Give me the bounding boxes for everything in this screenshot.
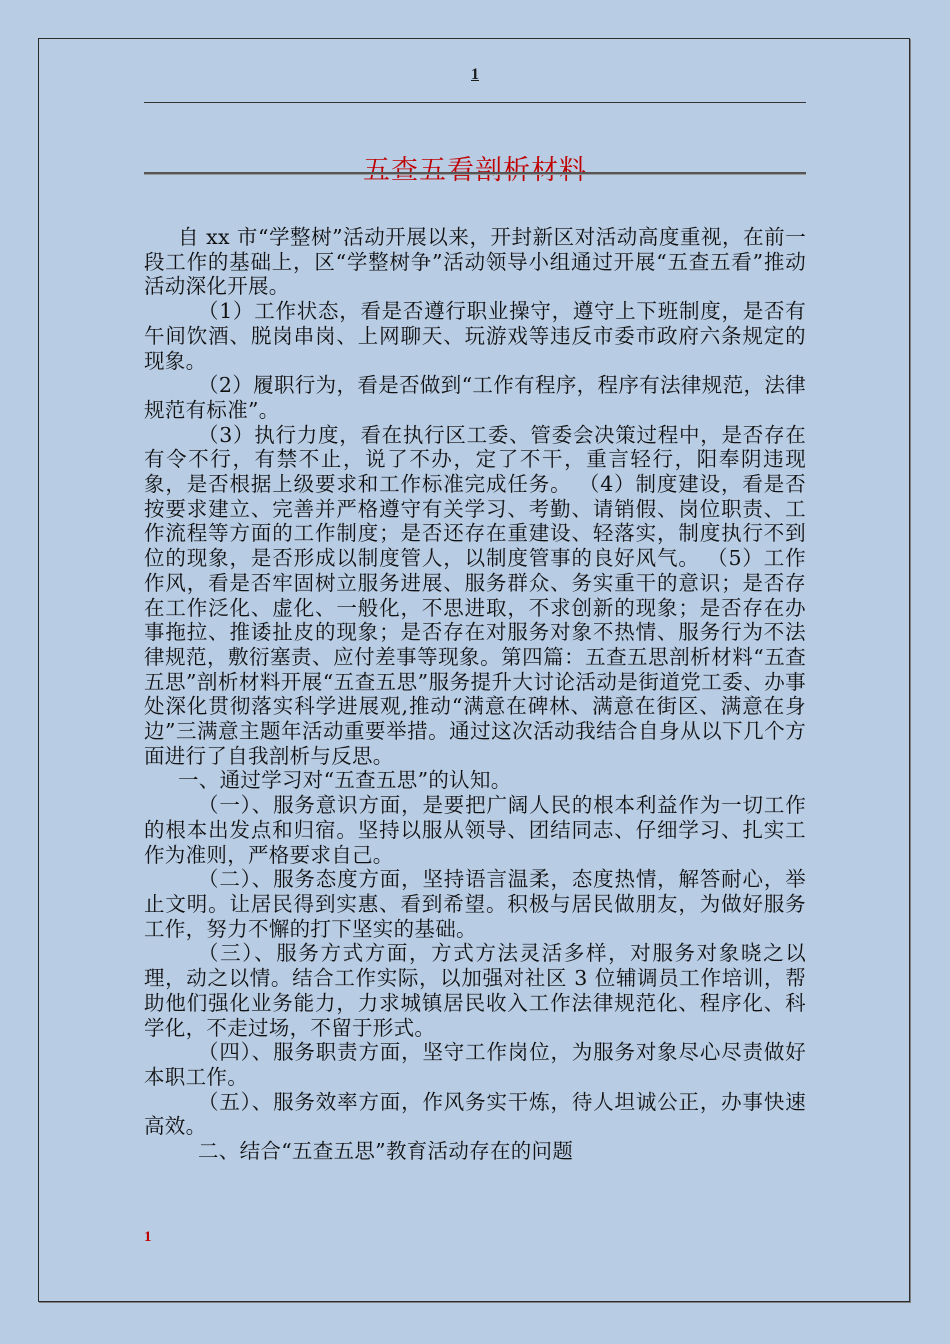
document-body [144, 225, 806, 1164]
paragraph: （3）执行力度，看在执行区工委、管委会决策过程中，是否存在有令不行，有禁不止，说了不办，定了不干，重言轻行，阳奉阴违现象，是否根据上级要求和工作标准完成任务。 （4）制度建设，看是否按要求建立、完善并严格遵守有关学习、考勤、请销假、岗位职责、工作流程等方面的工作制度；是否还存在重建设、轻落实，制度执行不到位的现象，是否形成以制度管人，以制度管事的良好风气。 （5）工作作风，看是否牢固树立服务进展、服务群众、务实重干的意识；是否存在工作泛化、虚化、一般化，不思进取，不求创新的现象；是否存在办事拖拉、推诿扯皮的现象；是否存在对服务对象不热情、服务行为不法律规范，敷衍塞责、应付差事等现象。第四篇：五查五思剖析材料“五查五思”剖析材料开展“五查五思”服务提升大讨论活动是街道党工委、办事处深化贯彻落实科学进展观,推动“满意在碑林、满意在街区、满意在身边”三满意主题年活动重要举措。通过这次活动我结合自身从以下几个方面进行了自我剖析与反思。 [144, 422, 806, 768]
header-page-number: 1 [471, 66, 479, 83]
paragraph: 二、结合“五查五思”教育活动存在的问题 [198, 1139, 574, 1164]
paragraph: （三）、服务方式方面，方式方法灵活多样，对服务对象晓之以理，动之以情。结合工作实际，以加强对社区 3 位辅调员工作培训，帮助他们强化业务能力，力求城镇居民收入工作法律规范化、程序化、科学化，不走过场，不留于形式。 [144, 941, 806, 1040]
document-title: 五查五看剖析材料 [363, 155, 587, 187]
paragraph: （五）、服务效率方面，作风务实干炼，待人坦诚公正，办事快速高效。 [144, 1089, 806, 1139]
paragraph: （二）、服务态度方面，坚持语言温柔，态度热情，解答耐心，举止文明。让居民得到实惠、看到希望。积极与居民做朋友，为做好服务工作，努力不懈的打下坚实的基础。 [144, 867, 806, 941]
paragraph: 一、通过学习对“五查五思”的认知。 [178, 768, 512, 793]
title-divider [144, 172, 806, 174]
footer-page-number: 1 [144, 1229, 152, 1245]
header-divider [144, 102, 806, 103]
paragraph: （一）、服务意识方面，是要把广阔人民的根本利益作为一切工作的根本出发点和归宿。坚持以服从领导、团结同志、仔细学习、扎实工作为准则，严格要求自己。 [144, 793, 806, 867]
paragraph: （四）、服务职责方面，坚守工作岗位，为服务对象尽心尽责做好本职工作。 [144, 1040, 806, 1089]
paragraph: （1）工作状态，看是否遵行职业操守，遵守上下班制度，是否有午间饮酒、脱岗串岗、上网聊天、玩游戏等违反市委市政府六条规定的现象。 [144, 299, 806, 373]
paragraph: 自 xx 市“学整树”活动开展以来，开封新区对活动高度重视，在前一段工作的基础上，区“学整树争”活动领导小组通过开展“五查五看”推动活动深化开展。 [144, 225, 806, 299]
paragraph: （2）履职行为，看是否做到“工作有程序，程序有法律规范，法律规范有标准”。 [144, 373, 806, 422]
